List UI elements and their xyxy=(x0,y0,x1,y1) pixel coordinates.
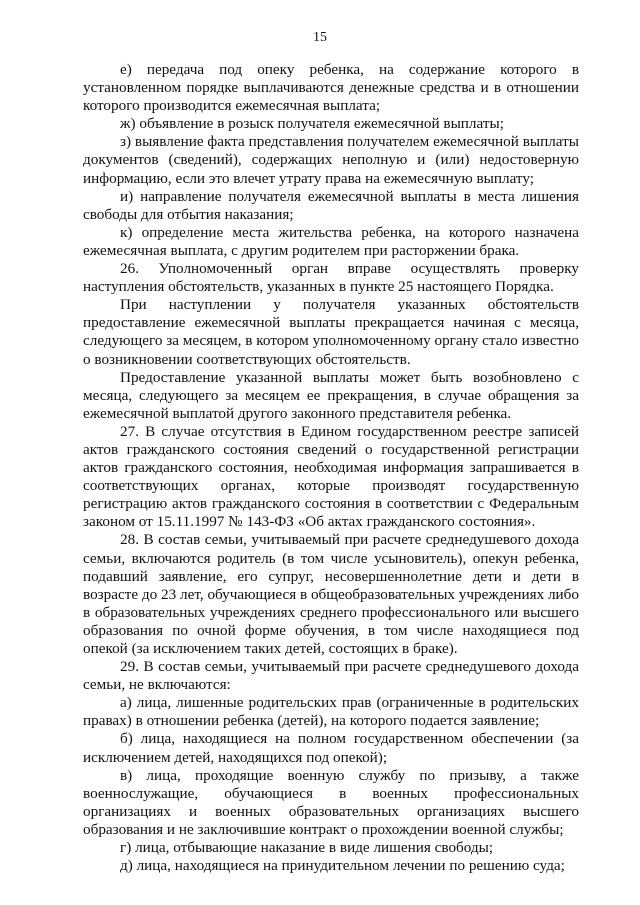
paragraph-termination: При наступлении у получателя указанных обстоятельств предоставление ежемесячной выплаты прекращается начиная с месяца, следующего за месяцем, в котором уполномоченному органу стало известно о возникновении соответствующих обстоятельств. xyxy=(83,296,579,368)
paragraph-clause-26: 26. Уполномоченный орган вправе осуществлять проверку наступления обстоятельств, указанных в пункте 25 настоящего Порядка. xyxy=(83,260,579,296)
paragraph-item-a: а) лица, лишенные родительских прав (ограниченные в родительских правах) в отношении ребенка (детей), на которого подается заявление; xyxy=(83,694,579,730)
paragraph-item-k: к) определение места жительства ребенка, на которого назначена ежемесячная выплата, с другим родителем при расторжении брака. xyxy=(83,223,579,259)
paragraph-clause-27: 27. В случае отсутствия в Едином государственном реестре записей актов гражданского состояния сведений о государственной регистрации актов гражданского состояния, необходимая информация запрашивается в соответствующих органах, которые производят государственную регистрацию актов гражданского состояния в соответствии с Федеральным законом от 15.11.1997 № 143-ФЗ «Об актах гражданского состояния». xyxy=(83,422,579,531)
paragraph-item-d: д) лица, находящиеся на принудительном лечении по решению суда; xyxy=(120,857,565,875)
paragraph-item-i: и) направление получателя ежемесячной выплаты в места лишения свободы для отбытия наказания; xyxy=(83,187,579,223)
paragraph-clause-29: 29. В состав семьи, учитываемый при расчете среднедушевого дохода семьи, не включаются: xyxy=(83,658,579,694)
paragraph-item-z: з) выявление факта представления получателем ежемесячной выплаты документов (сведений), содержащих неполную и (или) недостоверную информацию, если это влечет утрату права на ежемесячную выплату; xyxy=(83,133,579,187)
paragraph-item-g: г) лица, отбывающие наказание в виде лишения свободы; xyxy=(120,839,494,857)
paragraph-item-b: б) лица, находящиеся на полном государственном обеспечении (за исключением детей, находящихся под опекой); xyxy=(83,730,579,766)
document-body xyxy=(83,61,579,875)
paragraph-item-e: е) передача под опеку ребенка, на содержание которого в установленном порядке выплачиваются денежные средства и в отношении которого производится ежемесячная выплата; xyxy=(83,61,579,115)
paragraph-clause-28: 28. В состав семьи, учитываемый при расчете среднедушевого дохода семьи, включаются родитель (в том числе усыновитель), опекун ребенка, подавший заявление, его супруг, несовершеннолетние дети и дети в возрасте до 23 лет, обучающиеся в общеобразовательных учреждениях либо в образовательных учреждениях среднего профессионального или высшего образования по очной форме обучения, в том числе находящиеся под опекой (за исключением таких детей, состоящих в браке). xyxy=(83,531,579,657)
page-number: 15 xyxy=(313,30,327,45)
paragraph-item-zh: ж) объявление в розыск получателя ежемесячной выплаты; xyxy=(120,115,504,133)
paragraph-item-v: в) лица, проходящие военную службу по призыву, а также военнослужащие, обучающиеся в военных профессиональных организациях и военных образовательных организациях высшего образования и не заключившие контракт о прохождении военной службы; xyxy=(83,766,579,838)
paragraph-resumption: Предоставление указанной выплаты может быть возобновлено с месяца, следующего за месяцем ее прекращения, в случае обращения за ежемесячной выплатой другого законного представителя ребенка. xyxy=(83,368,579,422)
